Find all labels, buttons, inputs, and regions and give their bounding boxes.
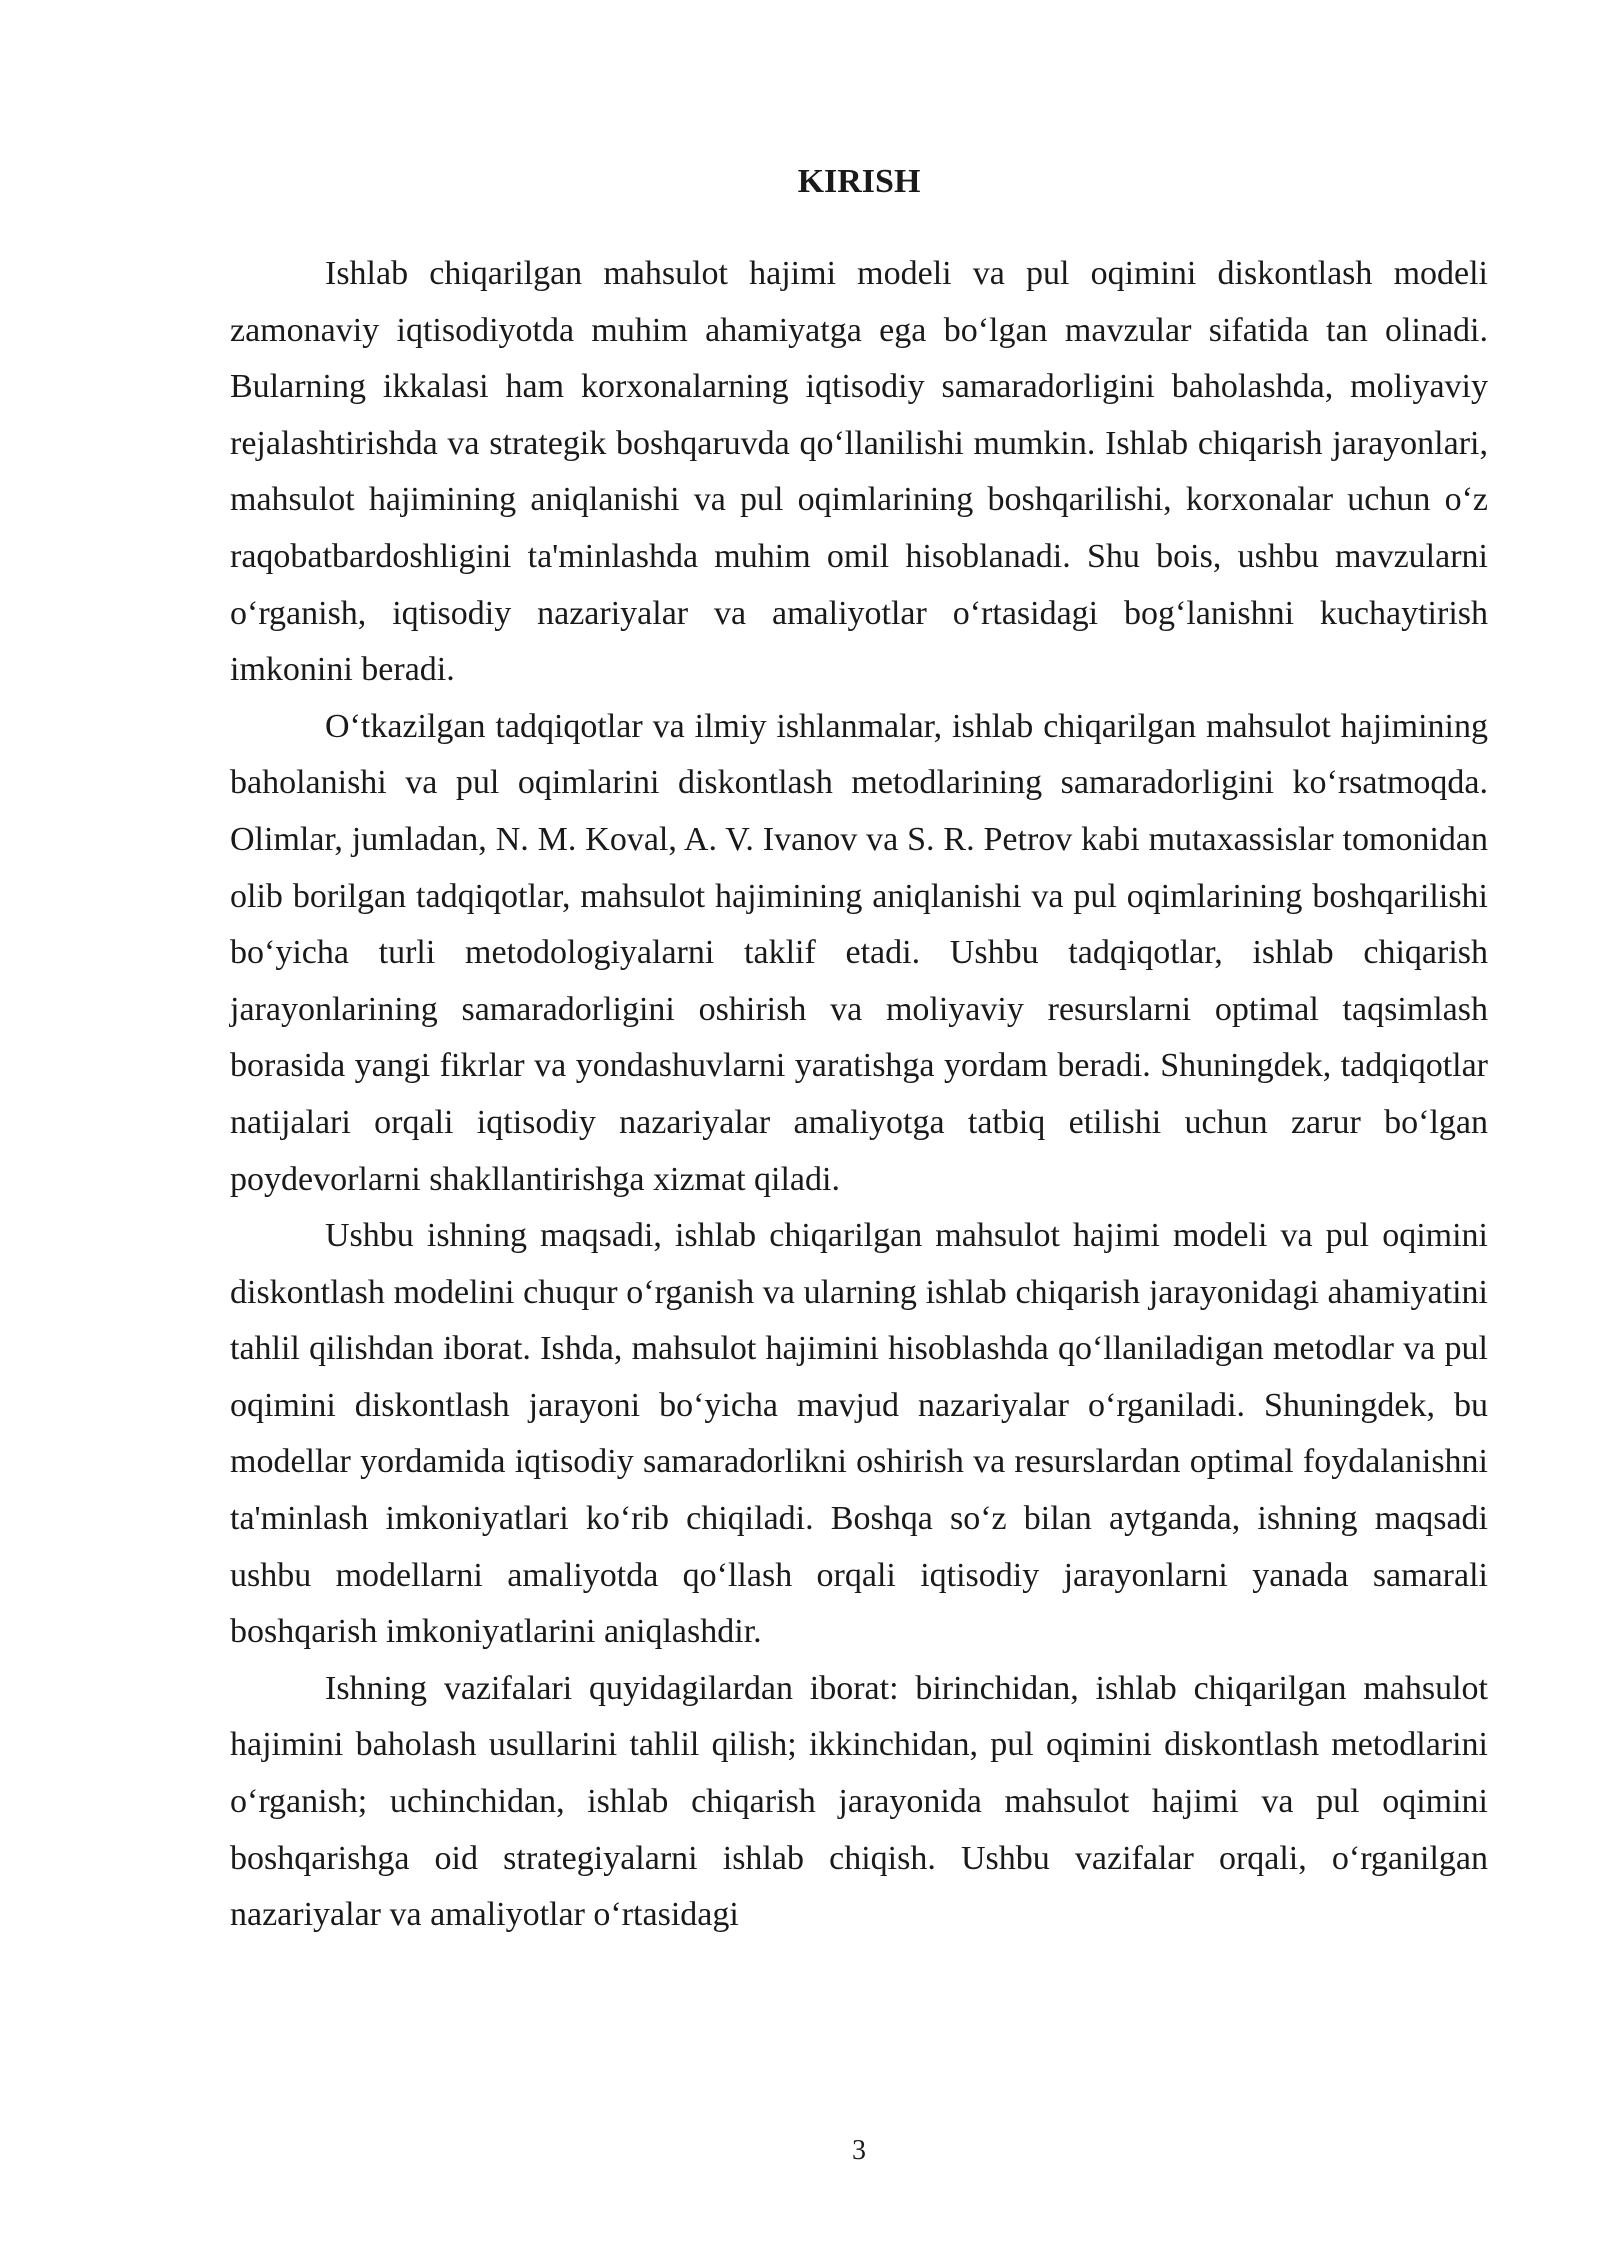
paragraph-1: Ishlab chiqarilgan mahsulot hajimi modeli va pul oqimini diskontlash modeli zamonaviy iqtisodiyotda muhim ahamiyatga ega bo‘lgan mavzular sifatida tan olinadi. Bularning ikkalasi ham korxonalarning iqtisodiy samaradorligini baholashda, moliyaviy rejalashtirishda va strategik boshqaruvda qo‘llanilishi mumkin. Ishlab chiqarish jarayonlari, mahsulot hajimining aniqlanishi va pul oqimlarining boshqarilishi, korxonalar uchun o‘z raqobatbardoshligini ta'minlashda muhim omil hisoblanadi. Shu bois, ushbu mavzularni o‘rganish, iqtisodiy nazariyalar va amaliyotlar o‘rtasidagi bog‘lanishni kuchaytirish imkonini beradi.: [230, 255, 1488, 689]
page-number: 3: [852, 2135, 866, 2166]
paragraph-4: Ishning vazifalari quyidagilardan iborat: birinchidan, ishlab chiqarilgan mahsulot hajimini baholash usullarini tahlil qilish; ikkinchidan, pul oqimini diskontlash metodlarini o‘rganish; uchinchidan, ishlab chiqarish jarayonida mahsulot hajimi va pul oqimini boshqarishga oid strategiyalarni ishlab chiqish. Ushbu vazifalar orqali, o‘rganilgan nazariyalar va amaliyotlar o‘rtasidagi: [230, 1669, 1488, 1934]
paragraph-3: Ushbu ishning maqsadi, ishlab chiqarilgan mahsulot hajimi modeli va pul oqimini diskontlash modelini chuqur o‘rganish va ularning ishlab chiqarish jarayonidagi ahamiyatini tahlil qilishdan iborat. Ishda, mahsulot hajimini hisoblashda qo‘llaniladigan metodlar va pul oqimini diskontlash jarayoni bo‘yicha mavjud nazariyalar o‘rganiladi. Shuningdek, bu modellar yordamida iqtisodiy samaradorlikni oshirish va resurslardan optimal foydalanishni ta'minlash imkoniyatlari ko‘rib chiqiladi. Boshqa so‘z bilan aytganda, ishning maqsadi ushbu modellarni amaliyotda qo‘llash orqali iqtisodiy jarayonlarni yanada samarali boshqarish imkoniyatlarini aniqlashdir.: [230, 1217, 1488, 1651]
document-body: [230, 246, 1488, 1944]
paragraph-2: O‘tkazilgan tadqiqotlar va ilmiy ishlanmalar, ishlab chiqarilgan mahsulot hajimining baholanishi va pul oqimlarini diskontlash metodlarining samaradorligini ko‘rsatmoqda. Olimlar, jumladan, N. M. Koval, A. V. Ivanov va S. R. Petrov kabi mutaxassislar tomonidan olib borilgan tadqiqotlar, mahsulot hajimining aniqlanishi va pul oqimlarining boshqarilishi bo‘yicha turli metodologiyalarni taklif etadi. Ushbu tadqiqotlar, ishlab chiqarish jarayonlarining samaradorligini oshirish va moliyaviy resurslarni optimal taqsimlash borasida yangi fikrlar va yondashuvlarni yaratishga yordam beradi. Shuningdek, tadqiqotlar natijalari orqali iqtisodiy nazariyalar amaliyotga tatbiq etilishi uchun zarur bo‘lgan poydevorlarni shakllantirishga xizmat qiladi.: [230, 707, 1488, 1198]
document-page: [230, 0, 1488, 2262]
page-title: KIRISH: [797, 163, 921, 200]
